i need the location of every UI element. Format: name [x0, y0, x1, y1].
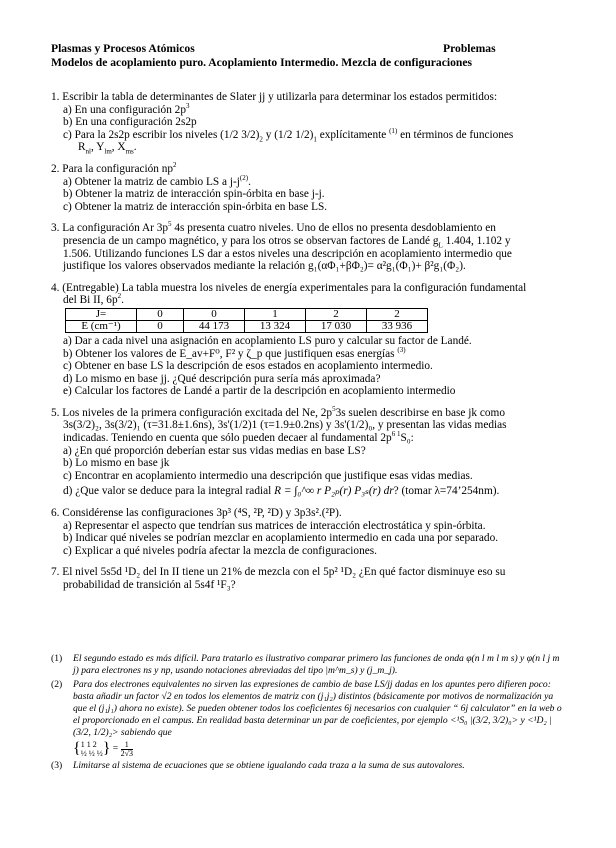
- problem-5-line-2: 3s(3/2)₂, 3s(3/2)₁ (τ=31.8±1.6ns), 3s'(1/2)1 (τ=1.9±0.2ns) y 3s'(1/2)₀, y presentan las vidas medias: [63, 419, 507, 432]
- problem-4-b: b) Obtener los valores de E_av+F⁰, F² y ζ_p que justifiquen esas energías $^{(3)}$: [63, 345, 406, 360]
- radial-integral-formula: R = ∫₀^∞ r P₂ₚ(r) P₃ₛ(r) dr: [274, 485, 394, 498]
- problem-5-b: b) Lo mismo en base jk: [63, 457, 170, 470]
- problem-7-line-2: probabilidad de transición al 5s4f ¹F₃?: [63, 579, 236, 591]
- problem-5-line-1: 5. Los niveles de la primera configuración excitada del Ne, $2p^53s$ suelen describirse en base jk como: [51, 405, 505, 419]
- problem-5-c: c) Encontrar en acoplamiento intermedio una descripción que justifique esas vidas medias.: [63, 469, 473, 482]
- table-cell: E (cm⁻¹): [66, 320, 137, 332]
- problem-5-d: d) ¿Que valor se deduce para la integral radial R = ∫₀^∞ r P₂ₚ(r) P₃ₛ(r) dr? (tomar λ=74’254nm).: [63, 485, 500, 498]
- doc-kind: Problemas: [443, 42, 496, 55]
- table-cell: 0: [137, 320, 184, 332]
- doc-subtitle: Modelos de acoplamiento puro. Acoplamiento Intermedio. Mezcla de configuraciones: [51, 56, 472, 69]
- problem-5: [51, 407, 561, 498]
- problem-3: [51, 222, 561, 272]
- problem-3-line-4: justifique los valores observados mediante la relación g₁(αΦ₁+βΦ₂)= α²g₁(Φ₁)+ β²g₁(Φ₂).: [63, 260, 466, 273]
- table-cell: 2: [306, 308, 367, 320]
- table-cell: 13 324: [245, 320, 306, 332]
- problem-5-a: a) ¿En qué proporción deberían estar sus vidas medias en base LS?: [63, 444, 366, 457]
- problem-4-c: c) Obtener en base LS la descripción de esos estados en acoplamiento intermedio.: [63, 360, 433, 373]
- table-row: [66, 320, 428, 332]
- problem-6-a: a) Representar el aspecto que tendrían sus matrices de interacción electrostática y spin-órbita.: [63, 519, 486, 532]
- problem-6-c: c) Explicar a qué niveles podría afectar la mezcla de configuraciones.: [63, 544, 377, 557]
- table-cell: 0: [137, 308, 184, 320]
- footnote-ref-2: (2): [239, 173, 249, 182]
- problem-2-b: b) Obtener la matriz de interacción spin-órbita en base j-j.: [63, 188, 325, 201]
- problem-3-line-3: 1.506. Utilizando funciones LS dar a estos niveles una descripción en acoplamiento intermedio que: [63, 247, 512, 260]
- problem-4-line-2: del Bi II, $6p^2$.: [63, 292, 124, 307]
- problem-1-b: b) En una configuración 2s2p: [63, 116, 197, 129]
- problem-2: [51, 163, 561, 213]
- table-cell: 2: [367, 308, 428, 320]
- problem-5-line-3: indicadas. Teniendo en cuenta que sólo pueden decaer al fundamental $2p^{6 1}S_0$:: [63, 430, 414, 445]
- problem-4-line-1: 4. (Entregable) La tabla muestra los niveles de energía experimentales para la configuración fundamental: [51, 281, 527, 294]
- problem-1-a: a) En una configuración $2p^3$: [63, 101, 190, 116]
- problems-body: [51, 91, 561, 592]
- course-title: Plasmas y Procesos Atómicos: [51, 42, 195, 55]
- footnote-2: (2) Para dos electrones equivalentes no sirven las expresiones de cambio de base LS/jj dadas en los apuntes pero difieren poco: basta añadir un factor √2 en todos los elementos de matriz con (j₁j₂) distintos (básicamente por motivos de normalización ya que el (j₁j₁) ahora no existe). Se pueden obtener todos los coeficientes 6j necesarios con cualquier “ 6j calculator” en la web o el proporcionado en el campus. En realidad basta determinar un par de coeficientes, por ejemplo <¹S₀ |(3/2, 3/2)₀> y <¹D₂ |(3/2, 1/2)₂> sabiendo que { 1 1 2 ½ ½ ½ } = $\frac{1}{2√3}$: [51, 679, 565, 758]
- problem-2-c: c) Obtener la matriz de interacción spin-órbita en base LS.: [63, 200, 328, 213]
- problem-4-a: a) Dar a cada nivel una asignación en acoplamiento LS puro y calcular su factor de Landé.: [63, 334, 472, 347]
- sixj-formula: { 1 1 2 ½ ½ ½ } = $\frac{1}{2√3}$: [73, 739, 133, 758]
- problem-1: [51, 91, 561, 154]
- energy-levels-table: [65, 308, 428, 333]
- problem-6-intro: 6. Considérense las configuraciones 3p³ (⁴S, ²P, ²D) y 3p3s².(²P).: [51, 507, 342, 520]
- problem-4: [51, 282, 561, 398]
- table-cell: 33 936: [367, 320, 428, 332]
- footnotes: [51, 653, 565, 774]
- footnote-1: (1) El segundo estado es más difícil. Para tratarlo es ilustrativo comparar primero las funciones de onda φ(n l m l m s) y φ(n l j m j) para electrones ns y np, usando notaciones abreviadas del tipo |m^m_s) y (j_m_j).: [51, 653, 560, 676]
- table-cell: 0: [184, 308, 245, 320]
- problem-1-c: c) Para la 2s2p escribir los niveles (1/2 $3/2)_2$ y (1/2 $1/2)_1$ explícitamente $^{(1)}$ en términos de funciones: [63, 127, 514, 144]
- problem-6-b: b) Indicar qué niveles se podrían mezclar en acoplamiento intermedio en cada una por separado.: [63, 532, 499, 545]
- problem-6: [51, 507, 561, 557]
- problem-7-line-1: 7. El nivel 5s5d ¹D₂ del In II tiene un 21% de mezcla con el 5p² ¹D₂ ¿En qué factor disminuye eso su: [51, 566, 506, 579]
- problem-1-intro: 1. Escribir la tabla de determinantes de Slater jj y utilizarla para determinar los estados permitidos:: [51, 91, 498, 103]
- footnote-ref-3: (3): [397, 345, 406, 354]
- problem-3-line-2: presencia de un campo magnético, y para los otros se observan factores de Landé $g_L$ 1.404, 1.102 y: [63, 234, 511, 250]
- problem-2-intro: 2. Para la configuración $np^2$: [51, 161, 177, 175]
- table-cell: 44 173: [184, 320, 245, 332]
- table-cell: 17 030: [306, 320, 367, 332]
- table-cell: 1: [245, 308, 306, 320]
- table-cell: J=: [66, 308, 137, 320]
- problem-4-d: d) Lo mismo en base jj. ¿Qué descripción pura sería más aproximada?: [63, 372, 381, 385]
- table-row: [66, 308, 428, 320]
- problem-3-line-1: 3. La configuración Ar $3p^5$ 4s presenta cuatro niveles. Uno de ellos no presenta desdoblamiento en: [51, 220, 496, 235]
- problem-1-c-cont: $R_{nl}$, $Y_{lm}$, $X_{ms}$.: [78, 141, 137, 156]
- footnote-3: (3) Limitarse al sistema de ecuaciones que se obtiene igualando cada traza a la suma de sus autovalores.: [51, 760, 465, 771]
- footnote-ref-1: (1): [389, 127, 398, 136]
- problem-7: [51, 566, 561, 591]
- problem-2-a: a) Obtener la matriz de cambio LS a $j-j^{(2)}$.: [63, 173, 251, 188]
- problem-4-e: e) Calcular los factores de Landé a partir de la descripción en acoplamiento intermedio: [63, 385, 456, 398]
